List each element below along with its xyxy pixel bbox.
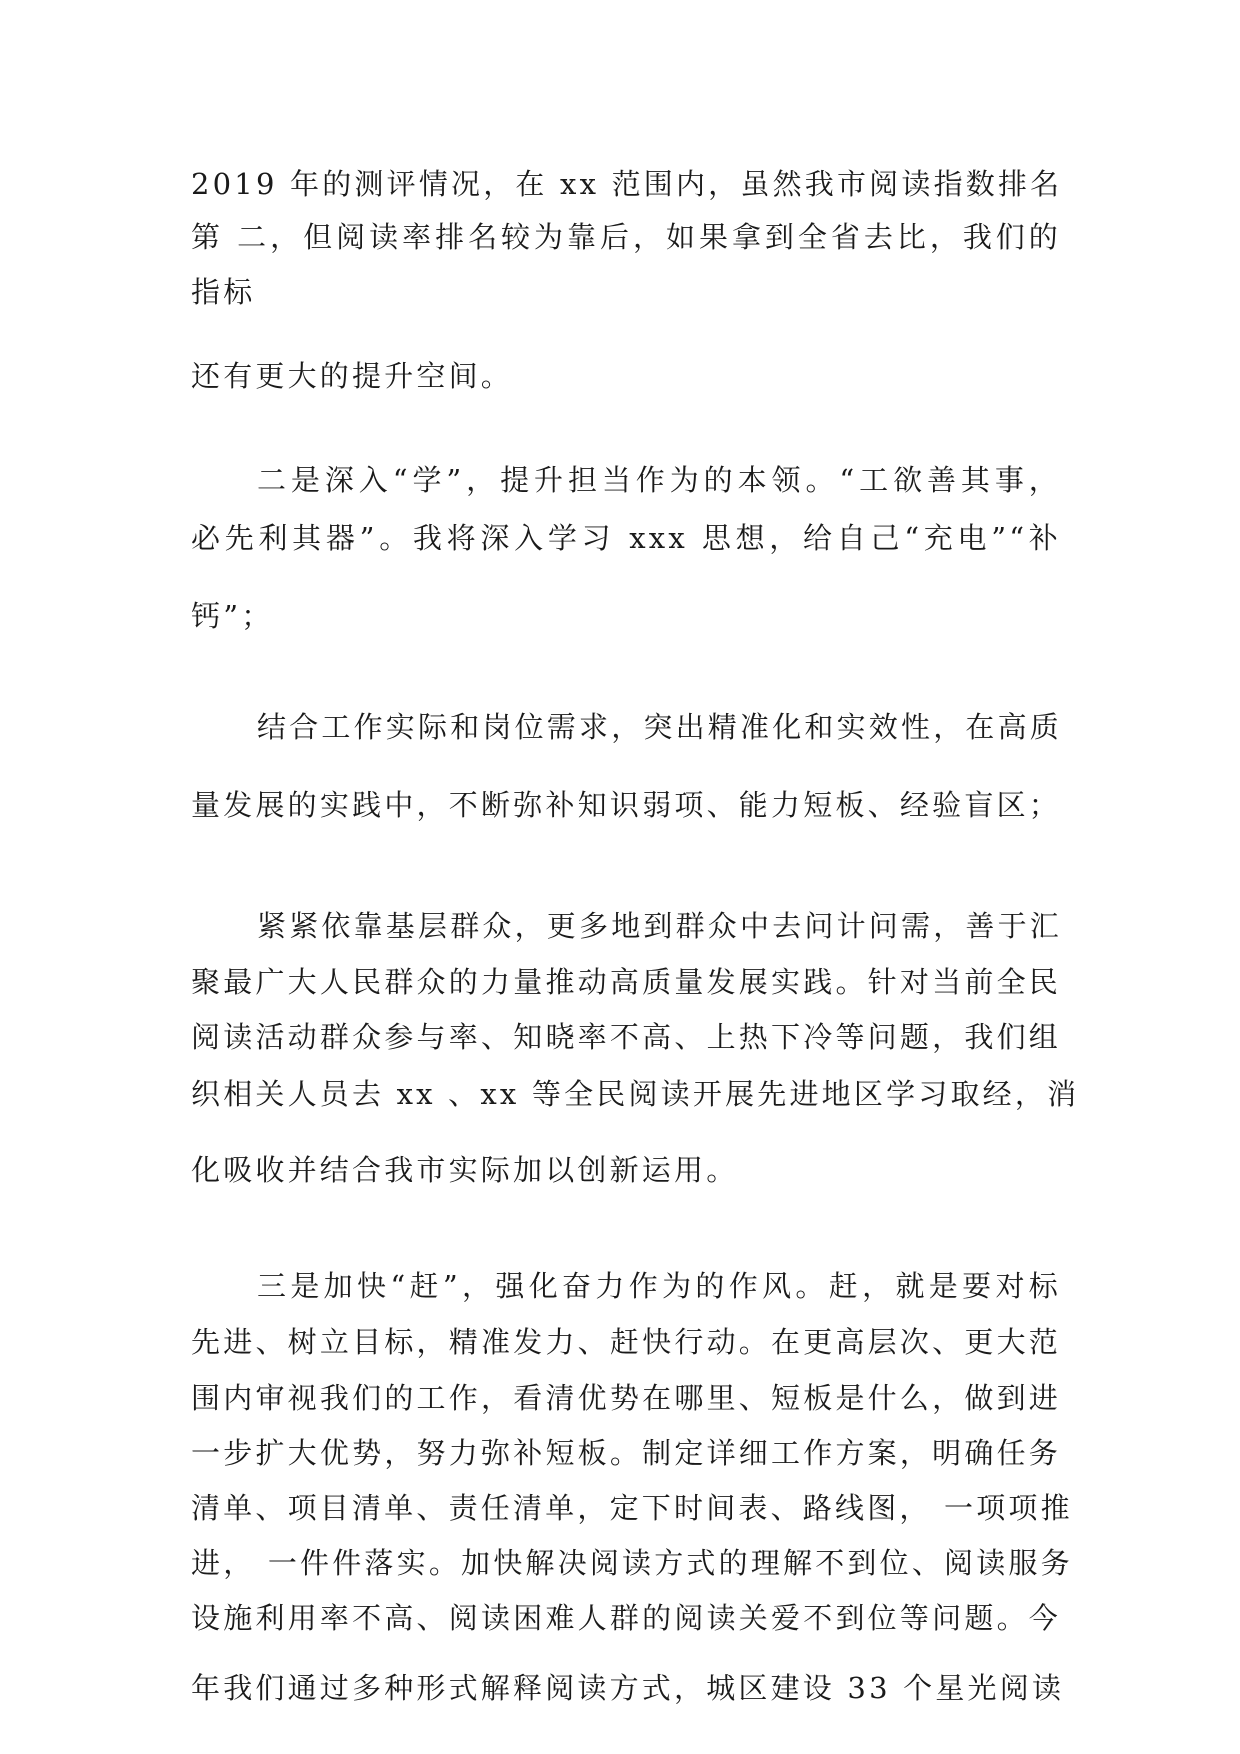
- text-line: 先进、树立目标，精准发力、赶快行动。在更高层次、更大范: [191, 1325, 1061, 1359]
- paragraph-start-line: 二是深入“学”，提升担当作为的本领。“工欲善其事，: [257, 463, 1061, 497]
- text-line: 钙”；: [191, 599, 274, 633]
- text-line: 清单、项目清单、责任清单，定下时间表、路线图， 一项项推: [191, 1491, 1073, 1525]
- text-line: 化吸收并结合我市实际加以创新运用。: [191, 1153, 739, 1187]
- text-line: 阅读活动群众参与率、知晓率不高、上热下冷等问题，我们组: [191, 1020, 1061, 1054]
- text-line: 进， 一件件落实。加快解决阅读方式的理解不到位、阅读服务: [191, 1546, 1073, 1580]
- text-line: 必先利其器”。我将深入学习 xxx 思想，给自己“充电”“补: [191, 521, 1061, 555]
- text-line: 量发展的实践中，不断弥补知识弱项、能力短板、经验盲区；: [191, 788, 1061, 822]
- text-line: 第 二，但阅读率排名较为靠后，如果拿到全省去比，我们的: [191, 220, 1061, 254]
- text-line: 指标: [191, 275, 256, 309]
- paragraph-start-line: 结合工作实际和岗位需求，突出精准化和实效性，在高质: [257, 710, 1063, 744]
- text-line: 一步扩大优势，努力弥补短板。制定详细工作方案，明确任务: [191, 1436, 1061, 1470]
- text-line: 围内审视我们的工作，看清优势在哪里、短板是什么，做到进: [191, 1381, 1061, 1415]
- text-line: 织相关人员去 xx 、xx 等全民阅读开展先进地区学习取经，消: [191, 1077, 1080, 1111]
- paragraph-start-line: 紧紧依靠基层群众，更多地到群众中去问计问需，善于汇: [257, 909, 1063, 943]
- text-line: 设施利用率不高、阅读困难人群的阅读关爱不到位等问题。今: [191, 1601, 1061, 1635]
- text-line: 聚最广大人民群众的力量推动高质量发展实践。针对当前全民: [191, 965, 1061, 999]
- text-line: 年我们通过多种形式解释阅读方式，城区建设 33 个星光阅读: [191, 1671, 1065, 1705]
- paragraph-start-line: 三是加快“赶”，强化奋力作为的作风。赶，就是要对标: [257, 1269, 1061, 1303]
- text-line: 2019 年的测评情况，在 xx 范围内，虽然我市阅读指数排名: [191, 167, 1063, 201]
- text-line: 还有更大的提升空间。: [191, 359, 514, 393]
